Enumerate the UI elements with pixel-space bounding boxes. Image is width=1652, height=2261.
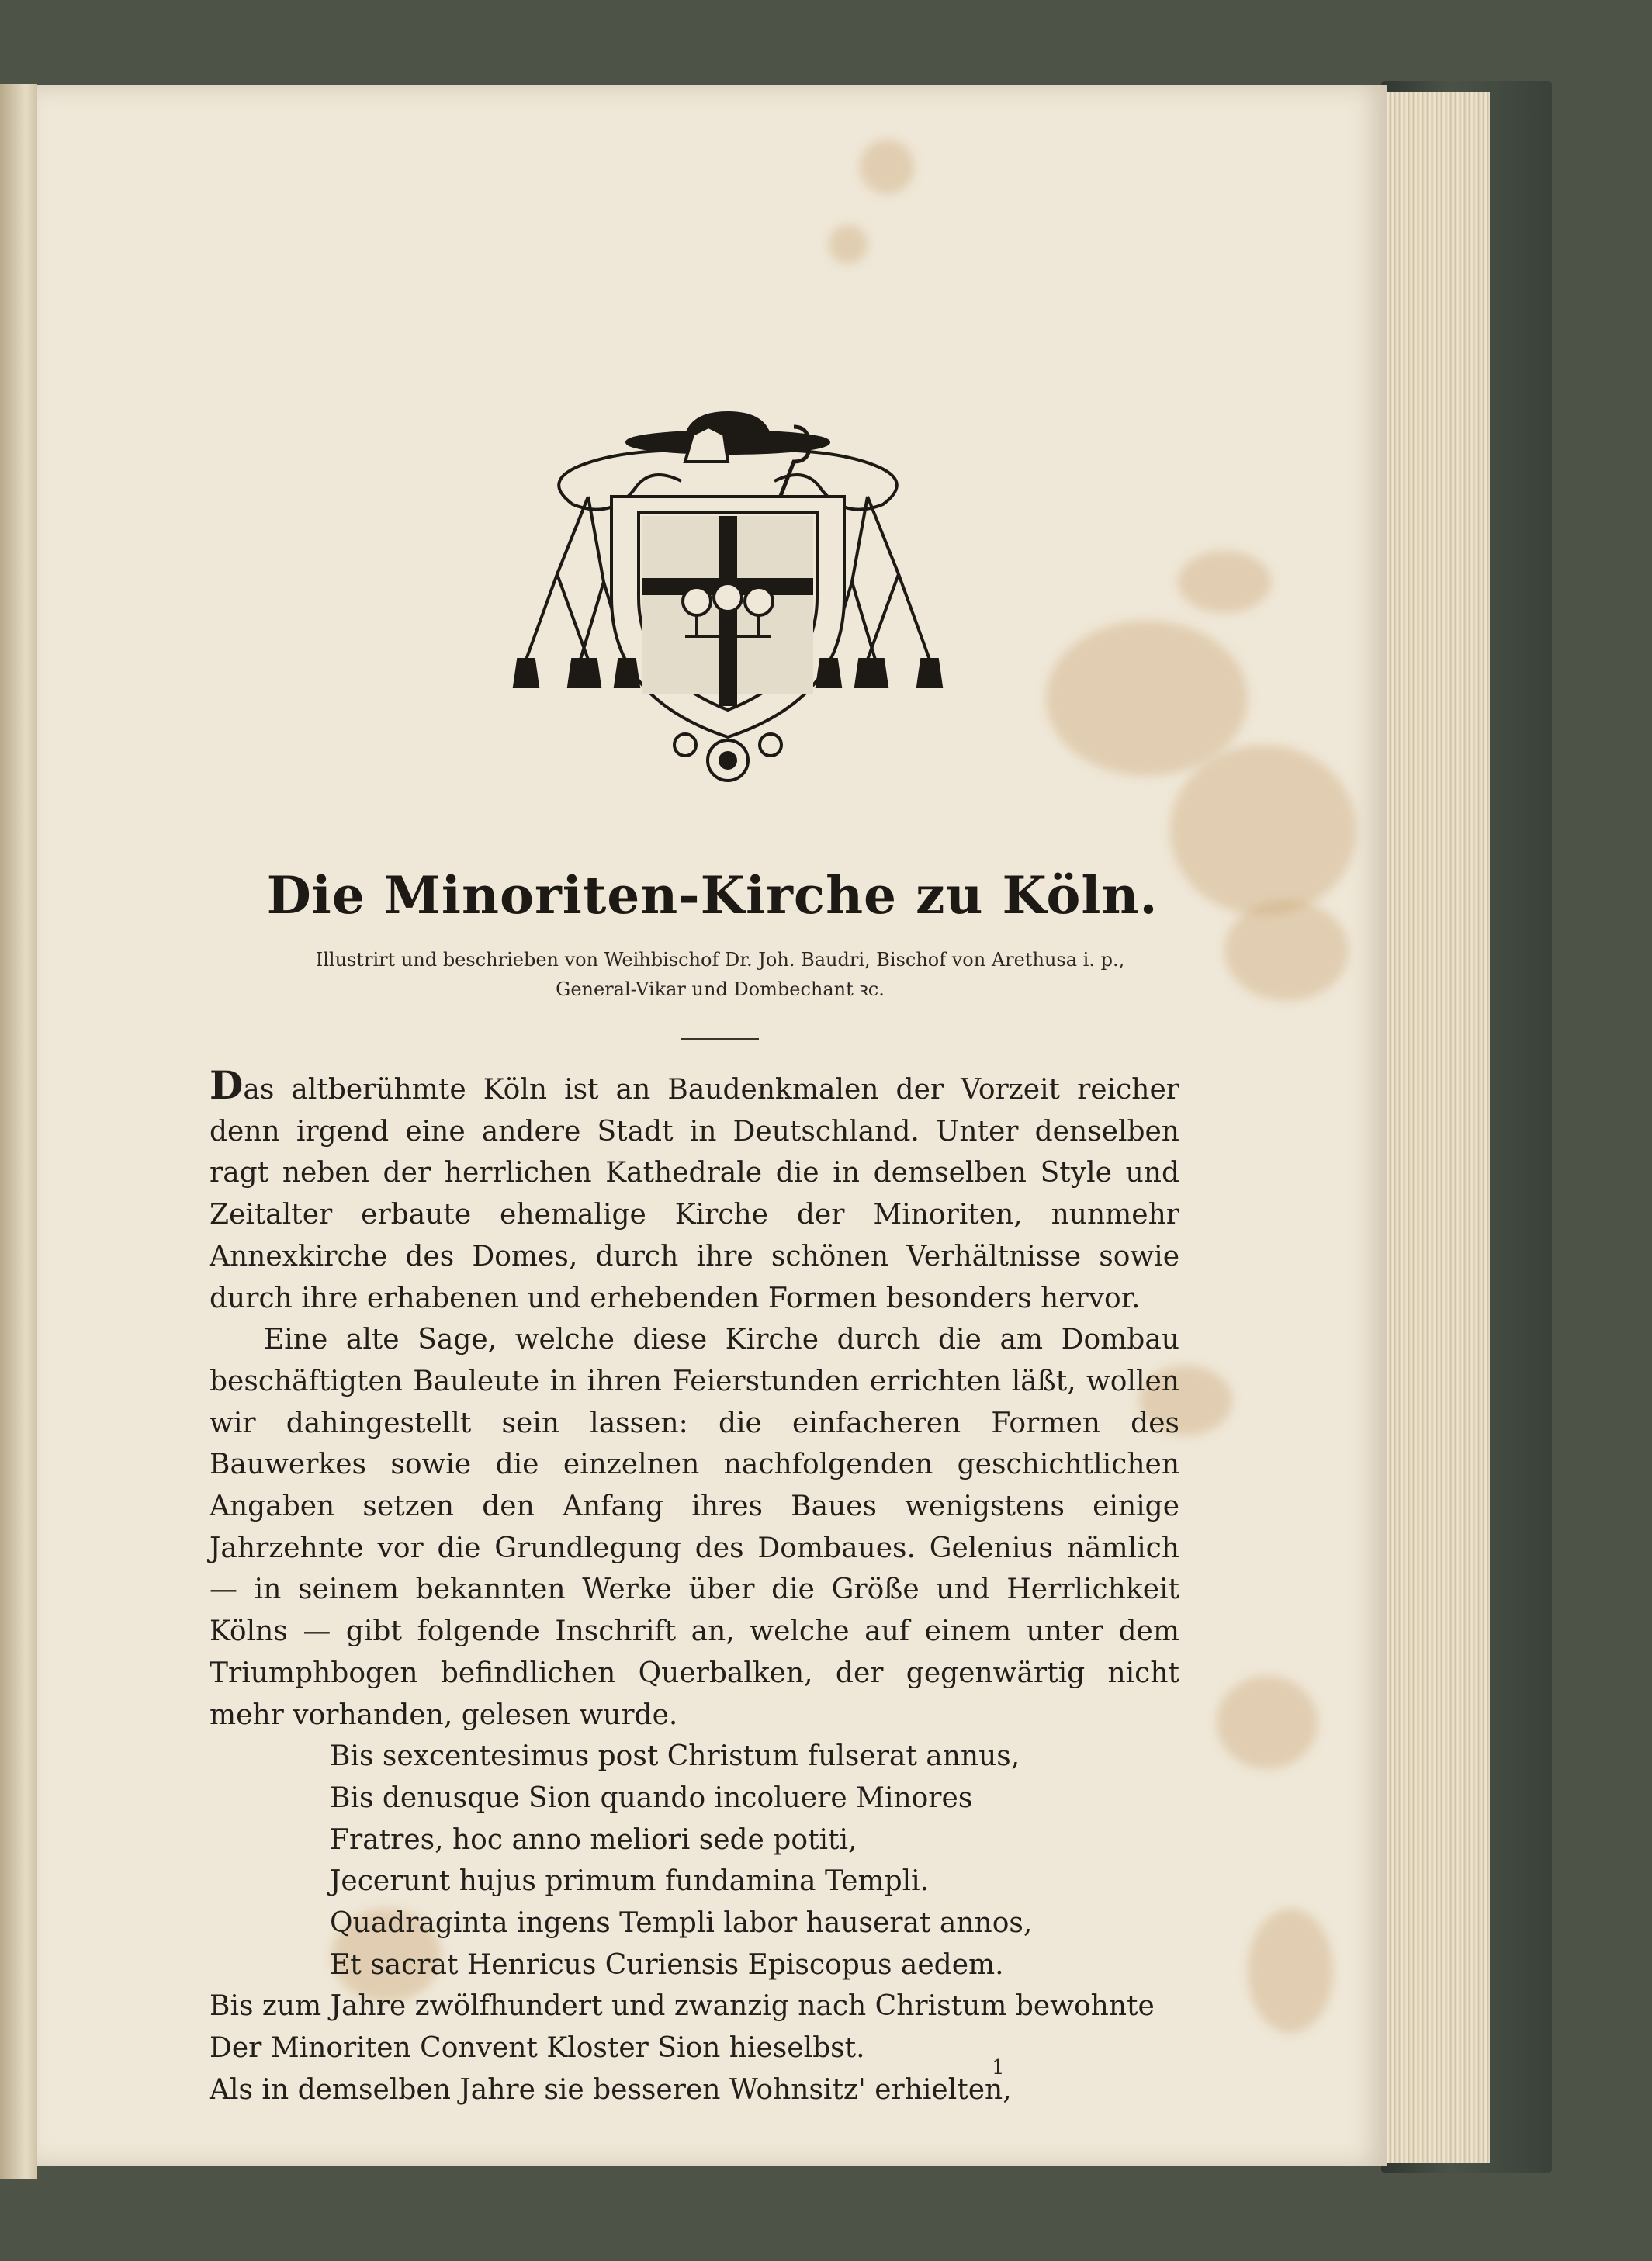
translation-line: Bis zum Jahre zwölfhundert und zwanzig nach Christum bewohnte — [210, 1990, 1155, 2023]
page-number: 1 — [992, 2056, 1005, 2079]
page-edges — [1381, 92, 1490, 2163]
verse-line: Quadraginta ingens Templi labor hauserat annos, — [330, 1907, 1033, 1940]
translation-line: Als in demselben Jahre sie besseren Wohnsitz' erhielten, — [210, 2073, 1012, 2106]
verse-line: Jecerunt hujus primum fundamina Templi. — [330, 1865, 930, 1898]
paragraph-2: Eine alte Sage, welche diese Kirche durch die am Dombau beschäftigten Bauleute in ihren Feierstunden errichten läßt, wollen wir dahingestellt sein lassen: die einfacheren Formen des Bauwerkes sowie die einzelnen nachfolgenden geschichtlichen Angaben setzen den Anfang ihres Baues wenigstens einige Jahrzehnte vor die Grundlegung des Dombaues. Gelenius nämlich — in seinem bekannten Werke über die Größe und Herrlichkeit Kölns — gibt folgende Inschrift an, welche auf einem unter dem Triumphbogen befindlichen Querbalken, der gegenwärtig nicht mehr vorhanden, gelesen wurde. — [210, 1324, 1179, 1731]
verse-line: Et sacrat Henricus Curiensis Episcopus aedem. — [330, 1948, 1004, 1981]
subtitle-line-2: General-Vikar und Dombechant ꝛc. — [556, 978, 885, 1000]
verse-line: Fratres, hoc anno meliori sede potiti, — [330, 1823, 857, 1856]
paragraph-1-text: as altberühmte Köln ist an Baudenkmalen der Vorzeit reicher denn irgend eine andere Stadt in Deutschland. Unter denselben ragt neben der herrlichen Kathedrale die in demselben Style und Zeitalter erbaute ehemalige Kirche der Minoriten, nunmehr Annexkirche des Domes, durch ihre schönen Verhältnisse sowie durch ihre erhabenen und erhebenden Formen besonders hervor. — [210, 1074, 1179, 1314]
drop-cap: D — [210, 1062, 244, 1108]
book-page — [37, 85, 1387, 2166]
title-divider — [681, 1038, 759, 1040]
subtitle-line-1: Illustrirt und beschrieben von Weihbischof Dr. Joh. Baudri, Bischof von Arethusa i. p., — [315, 949, 1125, 971]
translation-line: Der Minoriten Convent Kloster Sion hieselbst. — [210, 2032, 865, 2065]
main-text — [210, 1062, 1179, 2111]
left-page-edge — [0, 84, 37, 2179]
verse-line: Bis sexcentesimus post Christum fulserat annus, — [330, 1740, 1020, 1773]
coat-of-arms-emblem — [495, 403, 961, 838]
page-title: Die Minoriten-Kirche zu Köln. — [266, 865, 1158, 926]
verse-line: Bis denusque Sion quando incoluere Minores — [330, 1781, 973, 1814]
paragraph-1 — [210, 1062, 1179, 1319]
